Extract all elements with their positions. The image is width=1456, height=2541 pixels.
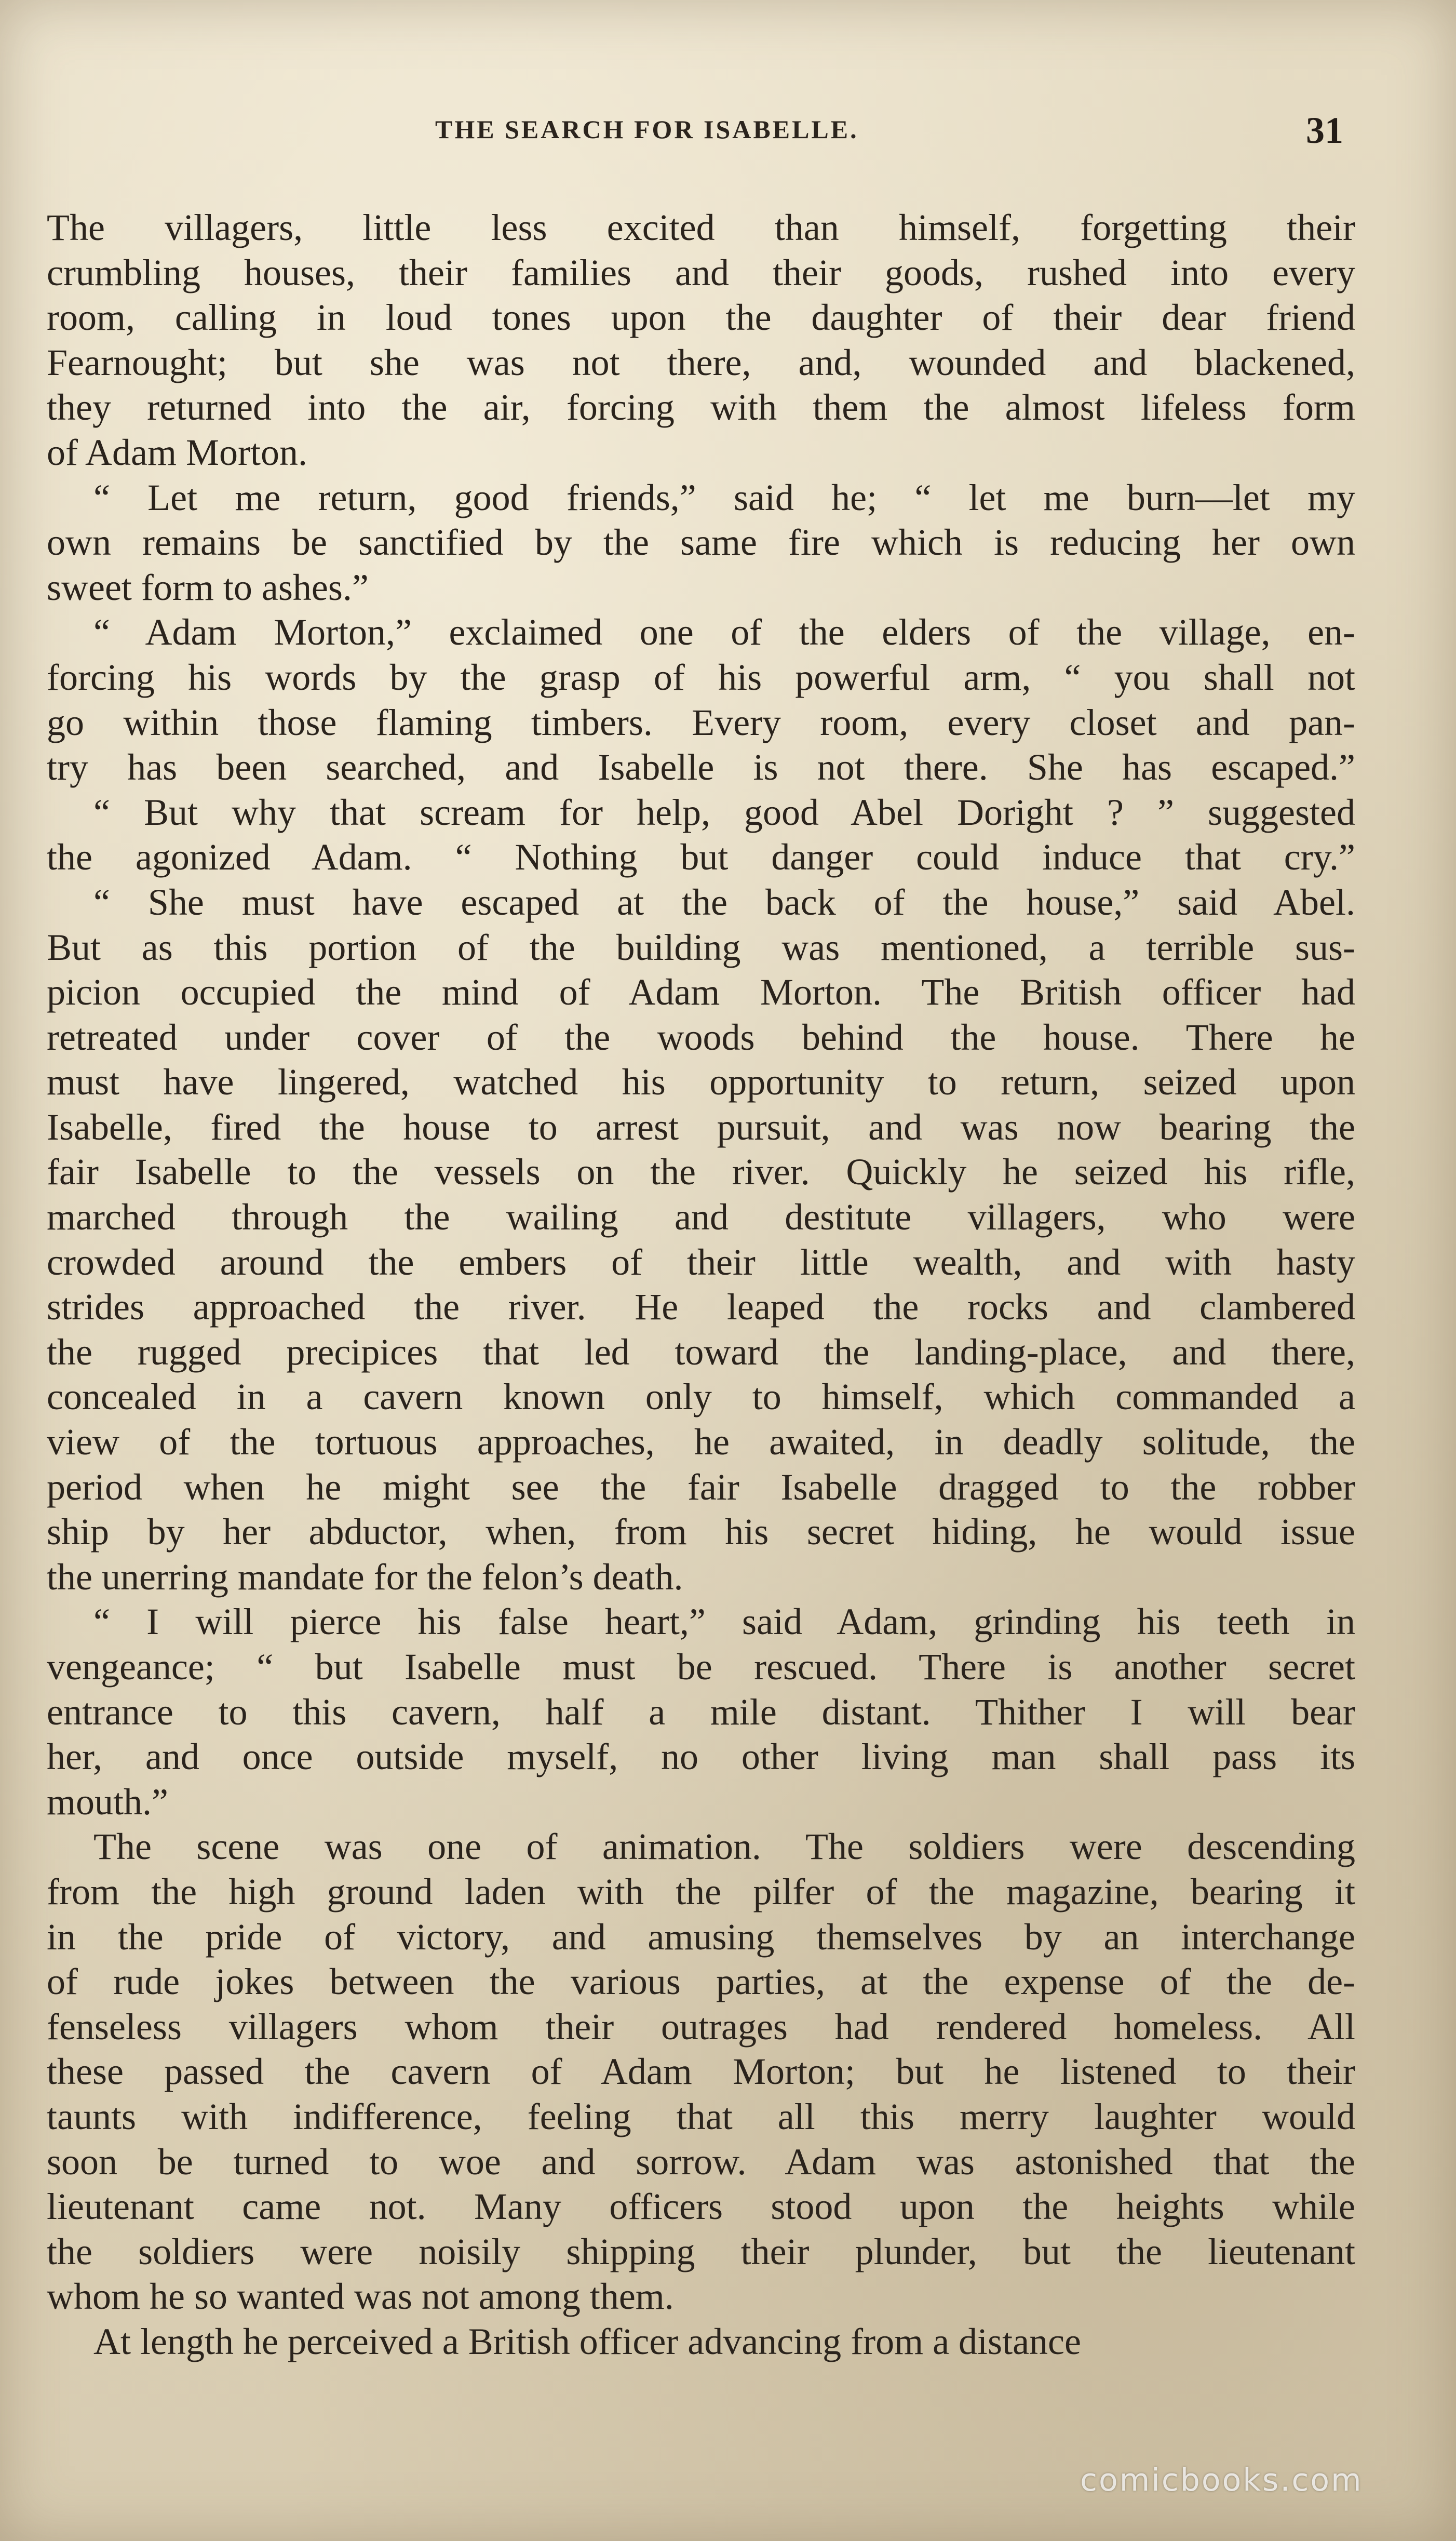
text-line: fenseless villagers whom their outrages had rendered homeless. All: [47, 2005, 1355, 2048]
text-line: sweet form to ashes.”: [47, 566, 369, 608]
text-line: crumbling houses, their families and their goods, rushed into every: [47, 251, 1355, 293]
text-line: from the high ground laden with the pilfer of the magazine, bearing it: [47, 1870, 1355, 1913]
text-line: in the pride of victory, and amusing themselves by an interchange: [47, 1916, 1355, 1958]
text-line: retreated under cover of the woods behind the house. There he: [47, 1016, 1355, 1058]
text-line: strides approached the river. He leaped the rocks and clambered: [47, 1286, 1355, 1328]
text-line: the rugged precipices that led toward the landing-place, and there,: [47, 1331, 1355, 1373]
text-line: The scene was one of animation. The soldiers were descending: [93, 1826, 1355, 1868]
text-line: view of the tortuous approaches, he awaited, in deadly solitude, the: [47, 1421, 1355, 1463]
text-line: “ She must have escaped at the back of the house,” said Abel.: [93, 881, 1355, 923]
text-line: lieutenant came not. Many officers stood upon the heights while: [47, 2186, 1355, 2228]
text-line: “ Adam Morton,” exclaimed one of the elders of the village, en-: [93, 611, 1355, 653]
page-number: 31: [1306, 110, 1343, 151]
text-line: “ I will pierce his false heart,” said Adam, grinding his teeth in: [93, 1601, 1355, 1643]
running-head: [0, 109, 1456, 156]
text-line: room, calling in loud tones upon the daughter of their dear friend: [47, 297, 1355, 339]
text-line: marched through the wailing and destitute villagers, who were: [47, 1196, 1355, 1238]
text-line: whom he so wanted was not among them.: [47, 2276, 674, 2318]
text-line: try has been searched, and Isabelle is not there. She has escaped.”: [47, 746, 1355, 788]
text-line: taunts with indifference, feeling that all this merry laughter would: [47, 2095, 1355, 2137]
text-line: concealed in a cavern known only to himself, which commanded a: [47, 1376, 1355, 1418]
text-line: Fearnought; but she was not there, and, wounded and blackened,: [47, 341, 1355, 383]
text-line: “ Let me return, good friends,” said he; “ let me burn—let my: [93, 476, 1355, 518]
text-line: vengeance; “ but Isabelle must be rescued. There is another secret: [47, 1646, 1355, 1688]
text-line: her, and once outside myself, no other living man shall pass its: [47, 1736, 1355, 1778]
text-line: must have lingered, watched his opportunity to return, seized upon: [47, 1061, 1355, 1103]
text-line: of Adam Morton.: [47, 431, 307, 473]
body-text: [47, 205, 1355, 2364]
text-line: the soldiers were noisily shipping their plunder, but the lieutenant: [47, 2230, 1355, 2272]
text-line: But as this portion of the building was mentioned, a terrible sus-: [47, 926, 1355, 968]
text-line: ship by her abductor, when, from his secret hiding, he would issue: [47, 1511, 1355, 1553]
text-line: forcing his words by the grasp of his powerful arm, “ you shall not: [47, 656, 1355, 698]
text-line: Isabelle, fired the house to arrest pursuit, and was now bearing the: [47, 1106, 1355, 1148]
text-line: these passed the cavern of Adam Morton; but he listened to their: [47, 2051, 1355, 2093]
watermark: comicbooks.com: [1080, 2462, 1363, 2498]
text-line: period when he might see the fair Isabelle dragged to the robber: [47, 1466, 1355, 1508]
text-line: At length he perceived a British officer advancing from a distance: [93, 2320, 1081, 2362]
text-line: fair Isabelle to the vessels on the river. Quickly he seized his rifle,: [47, 1151, 1355, 1193]
running-title: THE SEARCH FOR ISABELLE.: [435, 115, 859, 144]
text-line: the unerring mandate for the felon’s death.: [47, 1556, 683, 1598]
text-line: the agonized Adam. “ Nothing but danger could induce that cry.”: [47, 836, 1355, 878]
text-line: entrance to this cavern, half a mile distant. Thither I will bear: [47, 1691, 1355, 1733]
text-line: they returned into the air, forcing with them the almost lifeless form: [47, 386, 1355, 429]
text-line: go within those flaming timbers. Every room, every closet and pan-: [47, 701, 1355, 743]
text-line: own remains be sanctified by the same fire which is reducing her own: [47, 521, 1355, 564]
text-line: soon be turned to woe and sorrow. Adam was astonished that the: [47, 2141, 1355, 2183]
text-line: mouth.”: [47, 1781, 168, 1823]
text-line: crowded around the embers of their little wealth, and with hasty: [47, 1241, 1355, 1283]
text-line: of rude jokes between the various parties, at the expense of the de-: [47, 1961, 1355, 2003]
text-line: “ But why that scream for help, good Abel Doright ? ” suggested: [93, 791, 1355, 833]
text-line: picion occupied the mind of Adam Morton. The British officer had: [47, 971, 1355, 1013]
text-line: The villagers, little less excited than himself, forgetting their: [47, 207, 1355, 248]
